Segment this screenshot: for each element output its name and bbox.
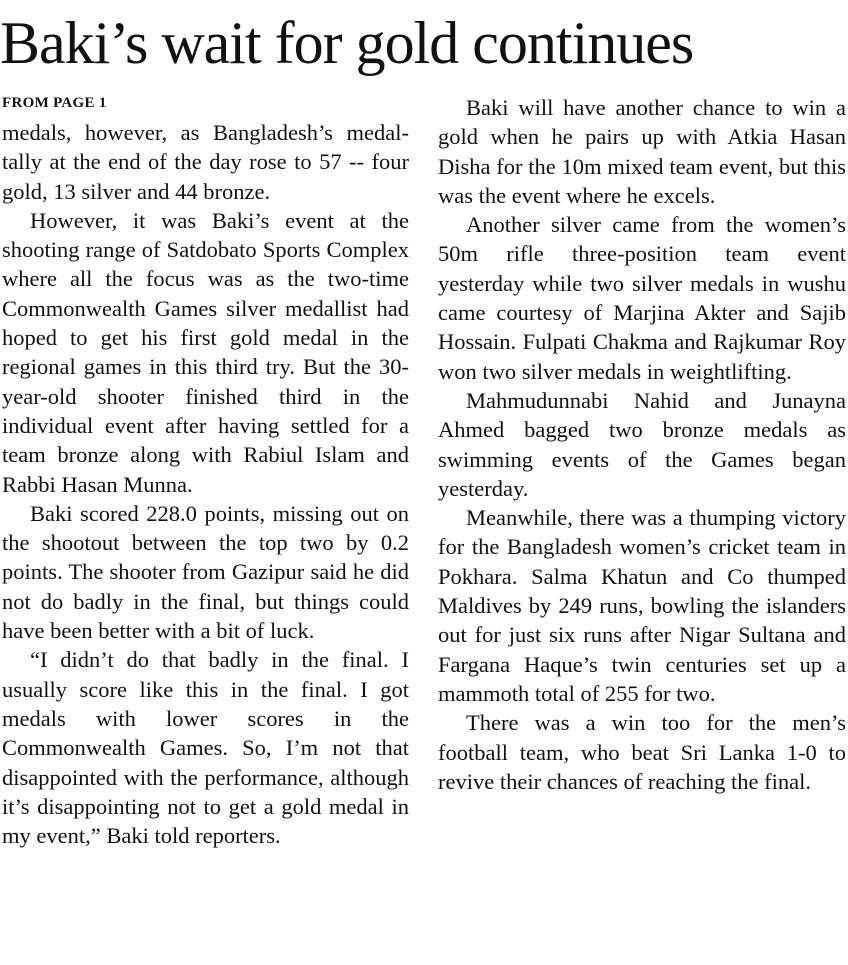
paragraph-men-football: There was a win too for the men’s football team, who beat Sri Lanka 1-0 to revive their chances of reaching the final. bbox=[438, 710, 846, 794]
article-headline: Baki’s wait for gold continues bbox=[0, 10, 694, 76]
paragraph-women-cricket: Meanwhile, there was a thumping victory for the Bangladesh women’s cricket team in Pokhara. Salma Khatun and Co thumped Maldives by 249 runs, bowling the islanders out for just six runs after Nigar Sultana and Fargana Haque’s twin centuries set up a mammoth total of 255 for two. bbox=[438, 505, 846, 706]
paragraph-baki-score: Baki scored 228.0 points, missing out on the shootout between the top two by 0.2 points. The shooter from Gazipur said he did not do badly in the final, but things could have been better with a bit of luck. bbox=[2, 500, 409, 644]
paragraph-baki-quote: “I didn’t do that badly in the final. I usually score like this in the final. I got medals with lower scores in the Commonwealth Games. So, I’m not that disappointed with the performance, although it’s disappointing not to get a gold medal in my event,” Baki told reporters. bbox=[2, 647, 409, 849]
continuation-kicker: FROM PAGE 1 bbox=[2, 95, 107, 111]
paragraph-silver-medals: Another silver came from the women’s 50m rifle three-position team event yesterday while two silver medals in wushu came courtesy of Marjina Akter and Sajib Hossain. Fulpati Chakma and Rajkumar Roy won two silver medals in weightlifting. bbox=[438, 212, 846, 384]
article-column-left bbox=[2, 118, 409, 850]
paragraph-shooting-event: However, it was Baki’s event at the shooting range of Satdobato Sports Complex where all the focus was as the two-time Commonwealth Games silver medallist had hoped to get his first gold medal in the regional games in this third try. But the 30-year-old shooter finished third in the individual event after having settled for a team bronze along with Rabiul Islam and Rabbi Hasan Munna. bbox=[2, 207, 409, 497]
paragraph-swimming-bronze: Mahmudunnabi Nahid and Junayna Ahmed bagged two bronze medals as swimming events of the Games began yesterday. bbox=[438, 387, 846, 501]
paragraph-continued-medal-tally: medals, however, as Bangladesh’s medal-tally at the end of the day rose to 57 -- four gold, 13 silver and 44 bronze. bbox=[2, 120, 409, 204]
article-column-right bbox=[438, 93, 846, 796]
paragraph-mixed-team-chance: Baki will have another chance to win a gold when he pairs up with Atkia Hasan Disha for the 10m mixed team event, but this was the event where he excels. bbox=[438, 95, 846, 208]
